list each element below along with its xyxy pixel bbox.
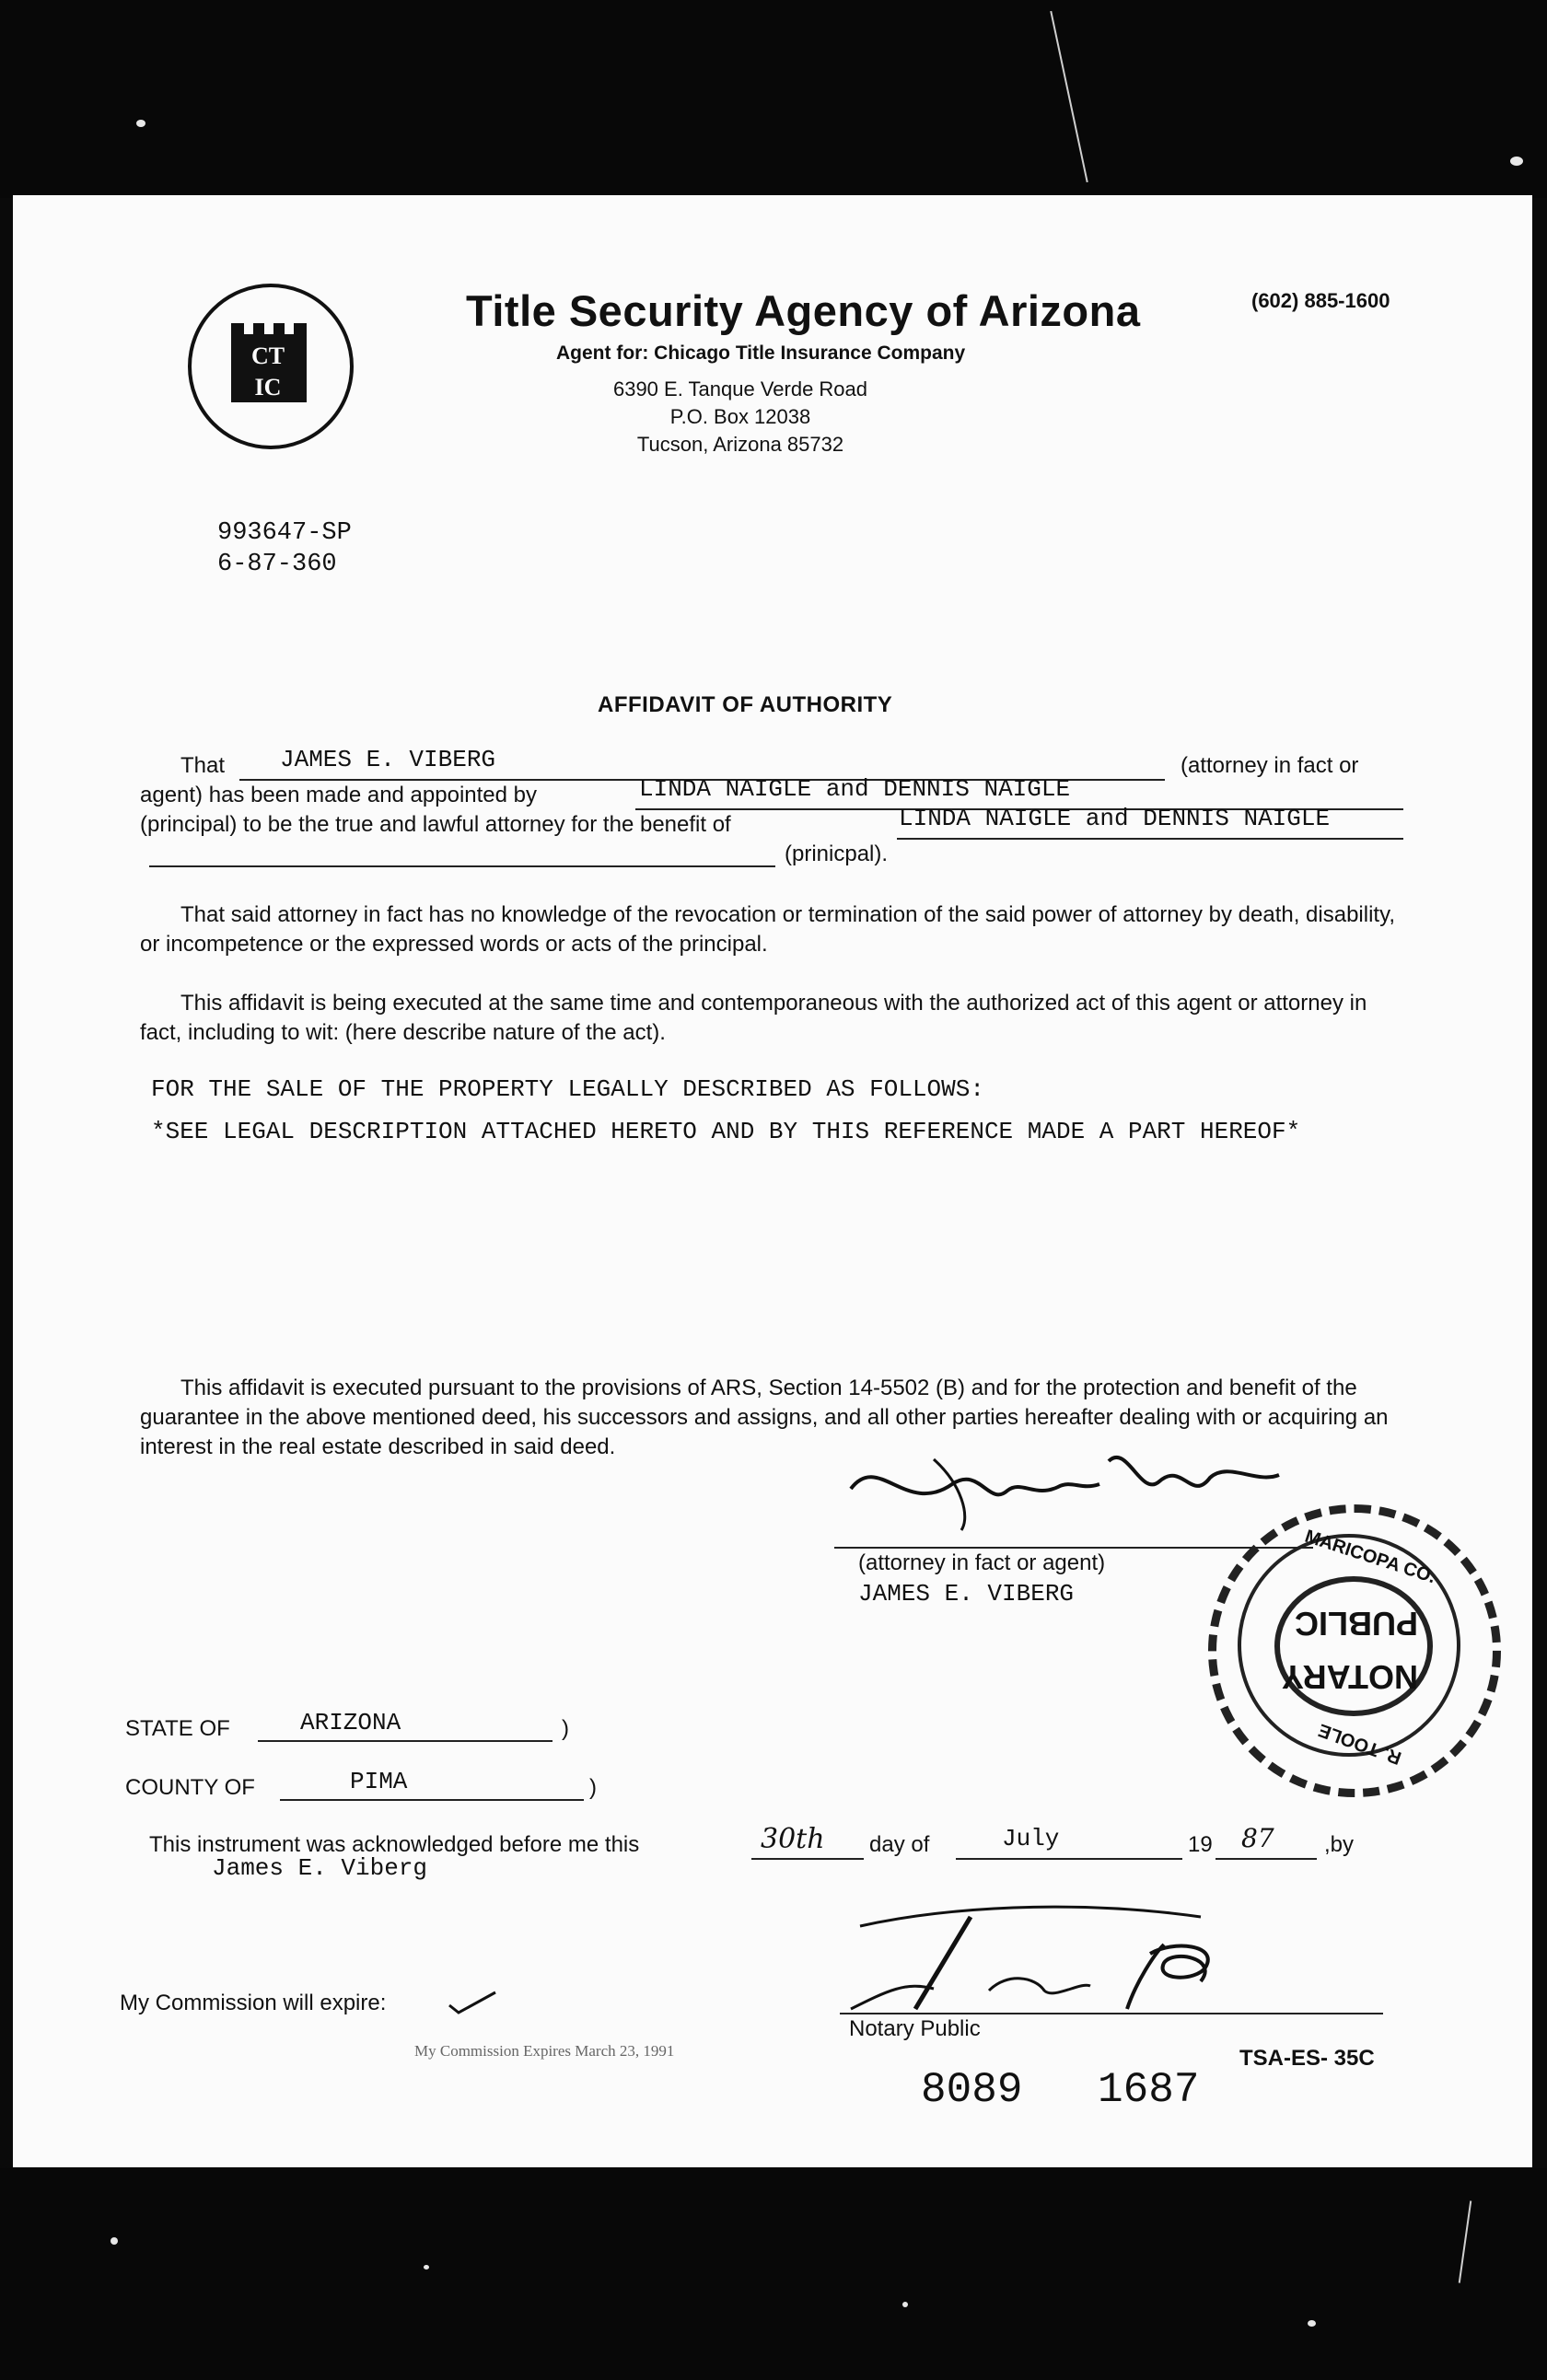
act-description-2: *SEE LEGAL DESCRIPTION ATTACHED HERETO AND BY THIS REFERENCE MADE A PART HEREOF* — [151, 1118, 1301, 1145]
day-of-label: day of — [869, 1832, 930, 1857]
benefit-name-line — [897, 838, 1403, 840]
state-bracket: ) — [562, 1716, 569, 1741]
commission-checkmark — [446, 1989, 501, 2016]
address-line-3: Tucson, Arizona 85732 — [636, 433, 844, 456]
attorney-signature — [823, 1434, 1302, 1535]
commission-expiration-stamp: My Commission Expires March 23, 1991 — [414, 2042, 675, 2060]
page-number: 1687 — [1098, 2066, 1200, 2114]
paragraph-statute: This affidavit is executed pursuant to the provisions of ARS, Section 14-5502 (B) and for the protection and benefit of the guarantee in the above mentioned deed, his successors and assigns, and all other parties hereafter dealing with or acquiring an interest in the real estate described in said deed. — [140, 1376, 1389, 1459]
appointed-by-text: agent) has been made and appointed by — [140, 783, 538, 807]
year-prefix: 19 — [1188, 1832, 1213, 1857]
logo-letters-bottom: IC — [254, 374, 282, 401]
agency-name: Title Security Agency of Arizona — [466, 286, 1141, 335]
scan-speck — [110, 2237, 118, 2245]
acknowledgement-day: 30th — [761, 1823, 825, 1855]
reference-number-2: 6-87-360 — [217, 551, 337, 578]
docket-number: 8089 — [921, 2066, 1023, 2114]
seal-public: PUBLIC — [1295, 1605, 1418, 1643]
principal-blank-line — [149, 865, 775, 867]
benefit-name: LINDA NAIGLE and DENNIS NAIGLE — [899, 805, 1331, 832]
scan-border-top — [0, 0, 1547, 198]
paragraph-contemporaneous: This affidavit is being executed at the same time and contemporaneous with the authorized act of this agent or attorney in fact, including to wit: (here describe nature of the act). — [140, 991, 1367, 1045]
notary-signature-line — [840, 2013, 1383, 2014]
acknowledgement-signer: James E. Viberg — [212, 1854, 428, 1882]
year-line — [1216, 1858, 1317, 1860]
signer-printed-name: JAMES E. VIBERG — [858, 1580, 1075, 1608]
seal-name: R. TOOLE — [1315, 1719, 1404, 1769]
scan-speck — [424, 2265, 429, 2270]
scan-speck — [1510, 157, 1523, 166]
that-label: That — [180, 753, 226, 778]
logo-letters-top: CT — [250, 342, 285, 369]
commission-label: My Commission will expire: — [120, 1991, 387, 2015]
agent-for: Agent for: Chicago Title Insurance Company — [556, 342, 966, 364]
state-value: ARIZONA — [300, 1709, 401, 1736]
scan-border-bottom — [0, 2168, 1547, 2380]
form-number: TSA-ES- 35C — [1239, 2046, 1375, 2071]
reference-number-1: 993647-SP — [217, 519, 352, 547]
acknowledgement-text: This instrument was acknowledged before me this — [149, 1832, 640, 1857]
phone-number: (602) 885-1600 — [1251, 289, 1390, 312]
day-line — [751, 1858, 864, 1860]
address-line-2: P.O. Box 12038 — [669, 405, 811, 428]
document-page — [13, 195, 1532, 2167]
notary-public-label: Notary Public — [849, 2016, 981, 2041]
seal-county: MARICOPA CO. — [1302, 1526, 1438, 1588]
county-value: PIMA — [350, 1768, 408, 1795]
scan-speck — [1308, 2320, 1316, 2327]
county-bracket: ) — [589, 1775, 597, 1800]
signature-label: (attorney in fact or agent) — [858, 1550, 1106, 1575]
principal-label: (prinicpal). — [785, 842, 889, 866]
affidavit-title: AFFIDAVIT OF AUTHORITY — [598, 692, 893, 717]
year-suffix: 87 — [1241, 1823, 1274, 1853]
seal-notary: NOTARY — [1282, 1658, 1418, 1696]
state-label: STATE OF — [125, 1716, 230, 1741]
month-line — [956, 1858, 1182, 1860]
address-line-1: 6390 E. Tanque Verde Road — [612, 377, 868, 401]
county-line — [280, 1799, 584, 1801]
principal-name: LINDA NAIGLE and DENNIS NAIGLE — [639, 775, 1071, 803]
paragraph-knowledge: That said attorney in fact has no knowledge of the revocation or termination of the said power of attorney by death, disability, or incompetence or the expressed words or acts of the principal. — [140, 902, 1395, 957]
attorney-name: JAMES E. VIBERG — [280, 746, 496, 773]
county-label: COUNTY OF — [125, 1775, 255, 1800]
scan-speck — [902, 2302, 908, 2307]
attorney-label: (attorney in fact or — [1181, 753, 1359, 778]
act-description-1: FOR THE SALE OF THE PROPERTY LEGALLY DESCRIBED AS FOLLOWS: — [151, 1075, 984, 1103]
benefit-text: (principal) to be the true and lawful attorney for the benefit of — [140, 812, 731, 837]
by-label: ,by — [1324, 1832, 1355, 1857]
state-line — [258, 1740, 552, 1742]
acknowledgement-month: July — [1002, 1825, 1060, 1852]
castle-tower-icon — [215, 310, 321, 417]
attorney-signature-line — [834, 1547, 1313, 1549]
notary-signature — [832, 1889, 1311, 2018]
scan-speck — [136, 120, 145, 127]
